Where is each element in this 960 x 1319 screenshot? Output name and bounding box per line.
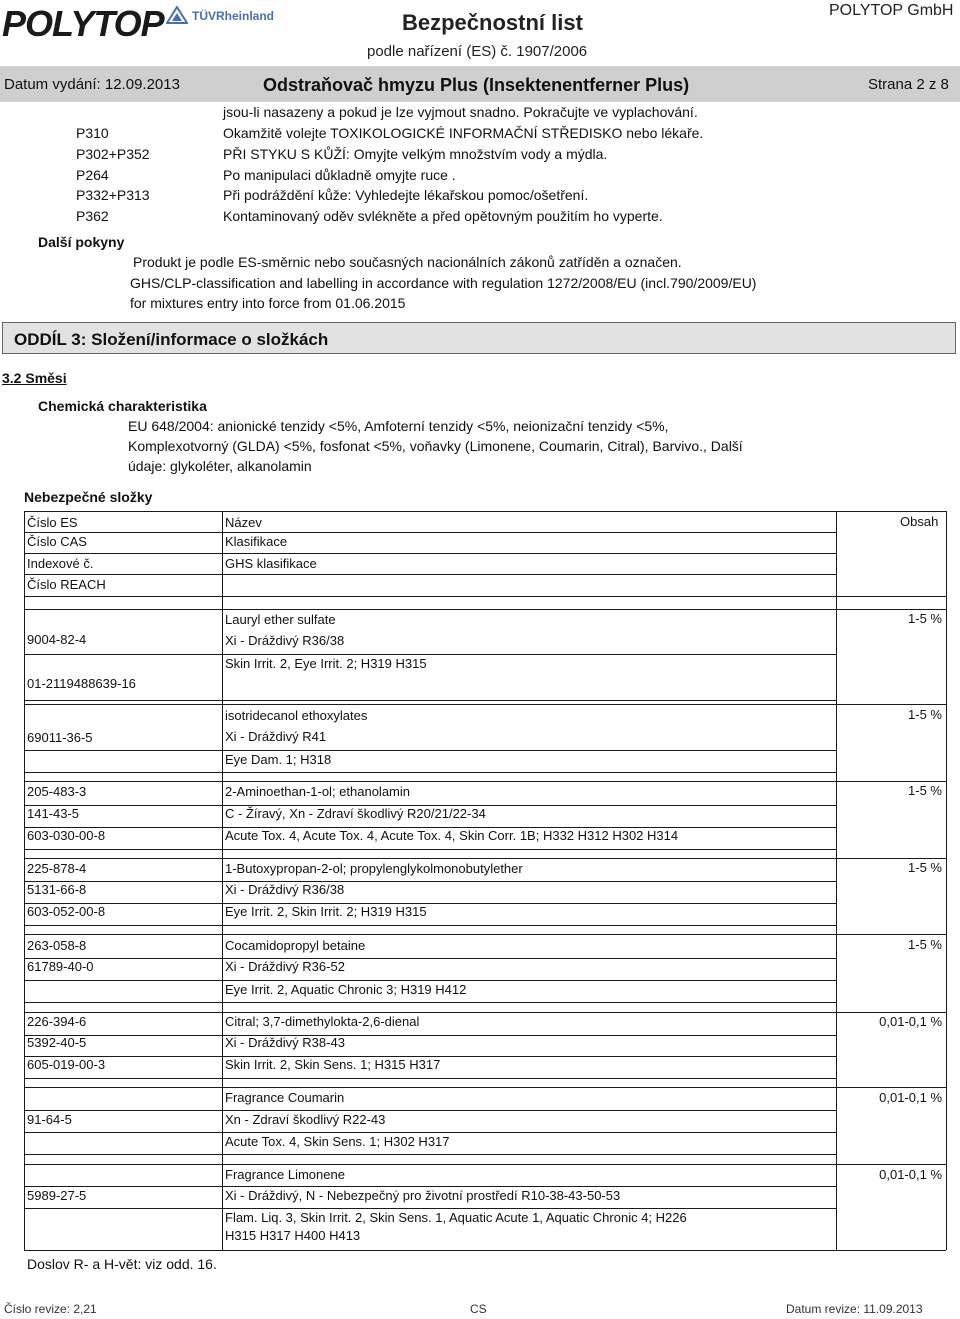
table-row-separator [24,1164,946,1165]
precaution-text: Kontaminovaný oděv svlékněte a před opětovným použitím ho vyperte. [223,208,663,224]
table-border [24,1186,222,1187]
precaution-text: Po manipulaci důkladně omyjte ruce . [223,167,456,183]
table-border [836,511,837,1250]
component-id: 605-019-00-3 [27,1057,106,1072]
polytop-logo: POLYTOP [2,3,164,44]
table-border [222,750,836,751]
table-border [222,849,836,850]
component-name: Lauryl ether sulfate [225,612,336,627]
table-border [24,772,222,773]
table-border [222,553,836,554]
component-id: 603-030-00-8 [27,828,106,843]
table-row-separator [24,1012,946,1013]
component-id: 9004-82-4 [27,632,87,647]
component-classification: Eye Irrit. 2, Aquatic Chronic 3; H319 H412 [225,982,467,997]
precaution-code: P332+P313 [76,187,150,203]
table-row-separator [24,704,946,705]
table-row-separator [24,1087,946,1088]
table-border [24,654,222,655]
table-border [24,980,222,981]
table-row-separator [24,781,946,782]
tuv-logo-text: TÜVRheinland [192,9,275,23]
table-border [222,1078,836,1079]
component-classification: Xi - Dráždivý R36/38 [225,882,345,897]
component-id: 69011-36-5 [27,730,93,745]
component-classification: H315 H317 H400 H413 [225,1228,361,1243]
document-subtitle: podle nařízení (ES) č. 1907/2006 [367,43,588,60]
table-row-separator [24,858,946,859]
table-border [222,1208,836,1209]
component-id: 141-43-5 [27,806,80,821]
issue-date: Datum vydání: 12.09.2013 [4,76,180,93]
component-id: 5392-40-5 [27,1035,87,1050]
table-border [24,1208,222,1209]
tuv-triangle-icon [166,6,188,24]
table-border [222,654,836,655]
component-content: 0,01-0,1 % [879,1090,942,1105]
component-classification: Xi - Dráždivý R38-43 [225,1035,345,1050]
header-name-label: Název [225,515,262,530]
hazard-heading: Nebezpečné složky [24,489,153,505]
footer-revision-number: Číslo revize: 2,21 [4,1302,97,1316]
table-border [946,511,947,1250]
component-classification: Skin Irrit. 2, Eye Irrit. 2; H319 H315 [225,656,427,671]
table-border [24,849,222,850]
precaution-text: Při podráždění kůže: Vyhledejte lékařskou pomoc/ošetření. [223,187,589,203]
component-id: 263-058-8 [27,938,87,953]
precaution-code: P302+P352 [76,146,150,162]
chem-line: údaje: glykoléter, alkanolamin [128,458,312,474]
component-name: Fragrance Coumarin [225,1090,345,1105]
table-border [24,511,946,512]
component-content: 1-5 % [908,707,942,722]
chem-heading: Chemická charakteristika [38,398,207,414]
component-content: 0,01-0,1 % [879,1014,942,1029]
component-id: 205-483-3 [27,784,87,799]
table-border [24,574,222,575]
table-border [222,1154,836,1155]
precaution-text: Okamžitě volejte TOXIKOLOGICKÉ INFORMAČNÍ STŘEDISKO nebo lékaře. [223,125,704,141]
table-row-separator [24,934,946,935]
table-border [24,700,222,701]
precaution-code: P362 [76,208,109,224]
table-border [222,1186,836,1187]
precaution-code: P264 [76,167,109,183]
table-border [222,980,836,981]
table-border [24,750,222,751]
component-classification: Eye Irrit. 2, Skin Irrit. 2; H319 H315 [225,904,427,919]
table-border [222,925,836,926]
table-border [24,511,25,1250]
precaution-continued: jsou-li nasazeny a pokud je lze vyjmout snadno. Pokračujte ve vyplachování. [223,104,698,120]
component-name: 2-Aminoethan-1-ol; ethanolamin [225,784,410,799]
table-border [24,532,222,533]
product-name: Odstraňovač hmyzu Plus (Insektenentferner Plus) [263,75,690,95]
header-id-label: Číslo CAS [27,534,87,549]
component-name: Fragrance Limonene [225,1167,345,1182]
subsection-title: 3.2 Směsi [2,370,67,386]
table-border [24,1250,946,1251]
component-id: 226-394-6 [27,1014,87,1029]
component-content: 1-5 % [908,783,942,798]
table-border [24,596,946,597]
component-id: 5989-27-5 [27,1188,87,1203]
component-classification: Skin Irrit. 2, Skin Sens. 1; H315 H317 [225,1057,441,1072]
table-border [222,1110,836,1111]
section-title: ODDÍL 3: Složení/informace o složkách [14,330,329,349]
precaution-text: PŘI STYKU S KŮŽÍ: Omyjte velkým množstvím vody a mýdla. [223,146,608,162]
header-name-label: Klasifikace [225,534,288,549]
table-border [222,772,836,773]
header-id-label: Číslo REACH [27,577,106,592]
document-title: Bezpečnostní list [402,10,583,35]
table-border [24,1154,222,1155]
component-id: 603-052-00-8 [27,904,106,919]
component-content: 1-5 % [908,611,942,626]
component-name: Cocamidopropyl betaine [225,938,366,953]
component-classification: Acute Tox. 4, Skin Sens. 1; H302 H317 [225,1134,450,1149]
component-content: 1-5 % [908,937,942,952]
component-name: Citral; 3,7-dimethylokta-2,6-dienal [225,1014,420,1029]
table-border [222,532,836,533]
component-id: 225-878-4 [27,861,87,876]
table-border [222,511,223,1250]
component-id: 5131-66-8 [27,882,87,897]
component-classification: Xi - Dráždivý R36-52 [225,959,345,974]
table-border [24,925,222,926]
header-content-label: Obsah [900,514,939,529]
component-id: 01-2119488639-16 [27,676,136,691]
component-classification: Acute Tox. 4, Acute Tox. 4, Acute Tox. 4, Skin Corr. 1B; H332 H312 H302 H314 [225,828,679,843]
component-classification: Xi - Dráždivý, N - Nebezpečný pro životní prostředí R10-38-43-50-53 [225,1188,621,1203]
further-line: GHS/CLP-classification and labelling in accordance with regulation 1272/2008/EU (incl.790/2009/EU) [130,275,757,291]
component-classification: C - Žíravý, Xn - Zdraví škodlivý R20/21/22-34 [225,806,486,821]
table-border [24,1078,222,1079]
further-line: for mixtures entry into force from 01.06.2015 [130,295,406,311]
chem-line: Komplexotvorný (GLDA) <5%, fosfonat <5%, voňavky (Limonene, Coumarin, Citral), Barvivo., Další [128,438,743,454]
table-border [24,1110,222,1111]
component-classification: Xn - Zdraví škodlivý R22-43 [225,1112,386,1127]
component-name: isotridecanol ethoxylates [225,708,368,723]
table-border [222,1002,836,1003]
component-id: 61789-40-0 [27,959,94,974]
component-content: 1-5 % [908,860,942,875]
company-name: POLYTOP GmbH [829,2,954,19]
table-border [222,574,836,575]
header-id-label: Číslo ES [27,515,78,530]
header-id-label: Indexové č. [27,556,94,571]
component-classification: Xi - Dráždivý R41 [225,729,327,744]
precaution-code: P310 [76,125,109,141]
component-id: 91-64-5 [27,1112,72,1127]
table-border [222,700,836,701]
further-line: Produkt je podle ES-směrnic nebo současných nacionálních zákonů zatříděn a označen. [133,254,682,270]
component-content: 0,01-0,1 % [879,1167,942,1182]
chem-line: EU 648/2004: anionické tenzidy <5%, Amfoterní tenzidy <5%, neionizační tenzidy <5%, [128,418,669,434]
table-border [24,553,222,554]
table-border [222,1132,836,1133]
page-number: Strana 2 z 8 [868,76,949,93]
table-border [24,1132,222,1133]
component-classification: Xi - Dráždivý R36/38 [225,633,345,648]
table-row-separator [24,609,946,610]
table-border [24,1002,222,1003]
component-classification: Flam. Liq. 3, Skin Irrit. 2, Skin Sens. 1, Aquatic Acute 1, Aquatic Chronic 4; H226 [225,1210,687,1225]
further-heading: Další pokyny [38,234,125,250]
footer-language: CS [470,1302,487,1316]
table-note: Doslov R- a H-vět: viz odd. 16. [27,1256,217,1272]
component-name: 1-Butoxypropan-2-ol; propylenglykolmonobutylether [225,861,523,876]
component-classification: Eye Dam. 1; H318 [225,752,332,767]
header-name-label: GHS klasifikace [225,556,317,571]
footer-revision-date: Datum revize: 11.09.2013 [786,1302,923,1316]
